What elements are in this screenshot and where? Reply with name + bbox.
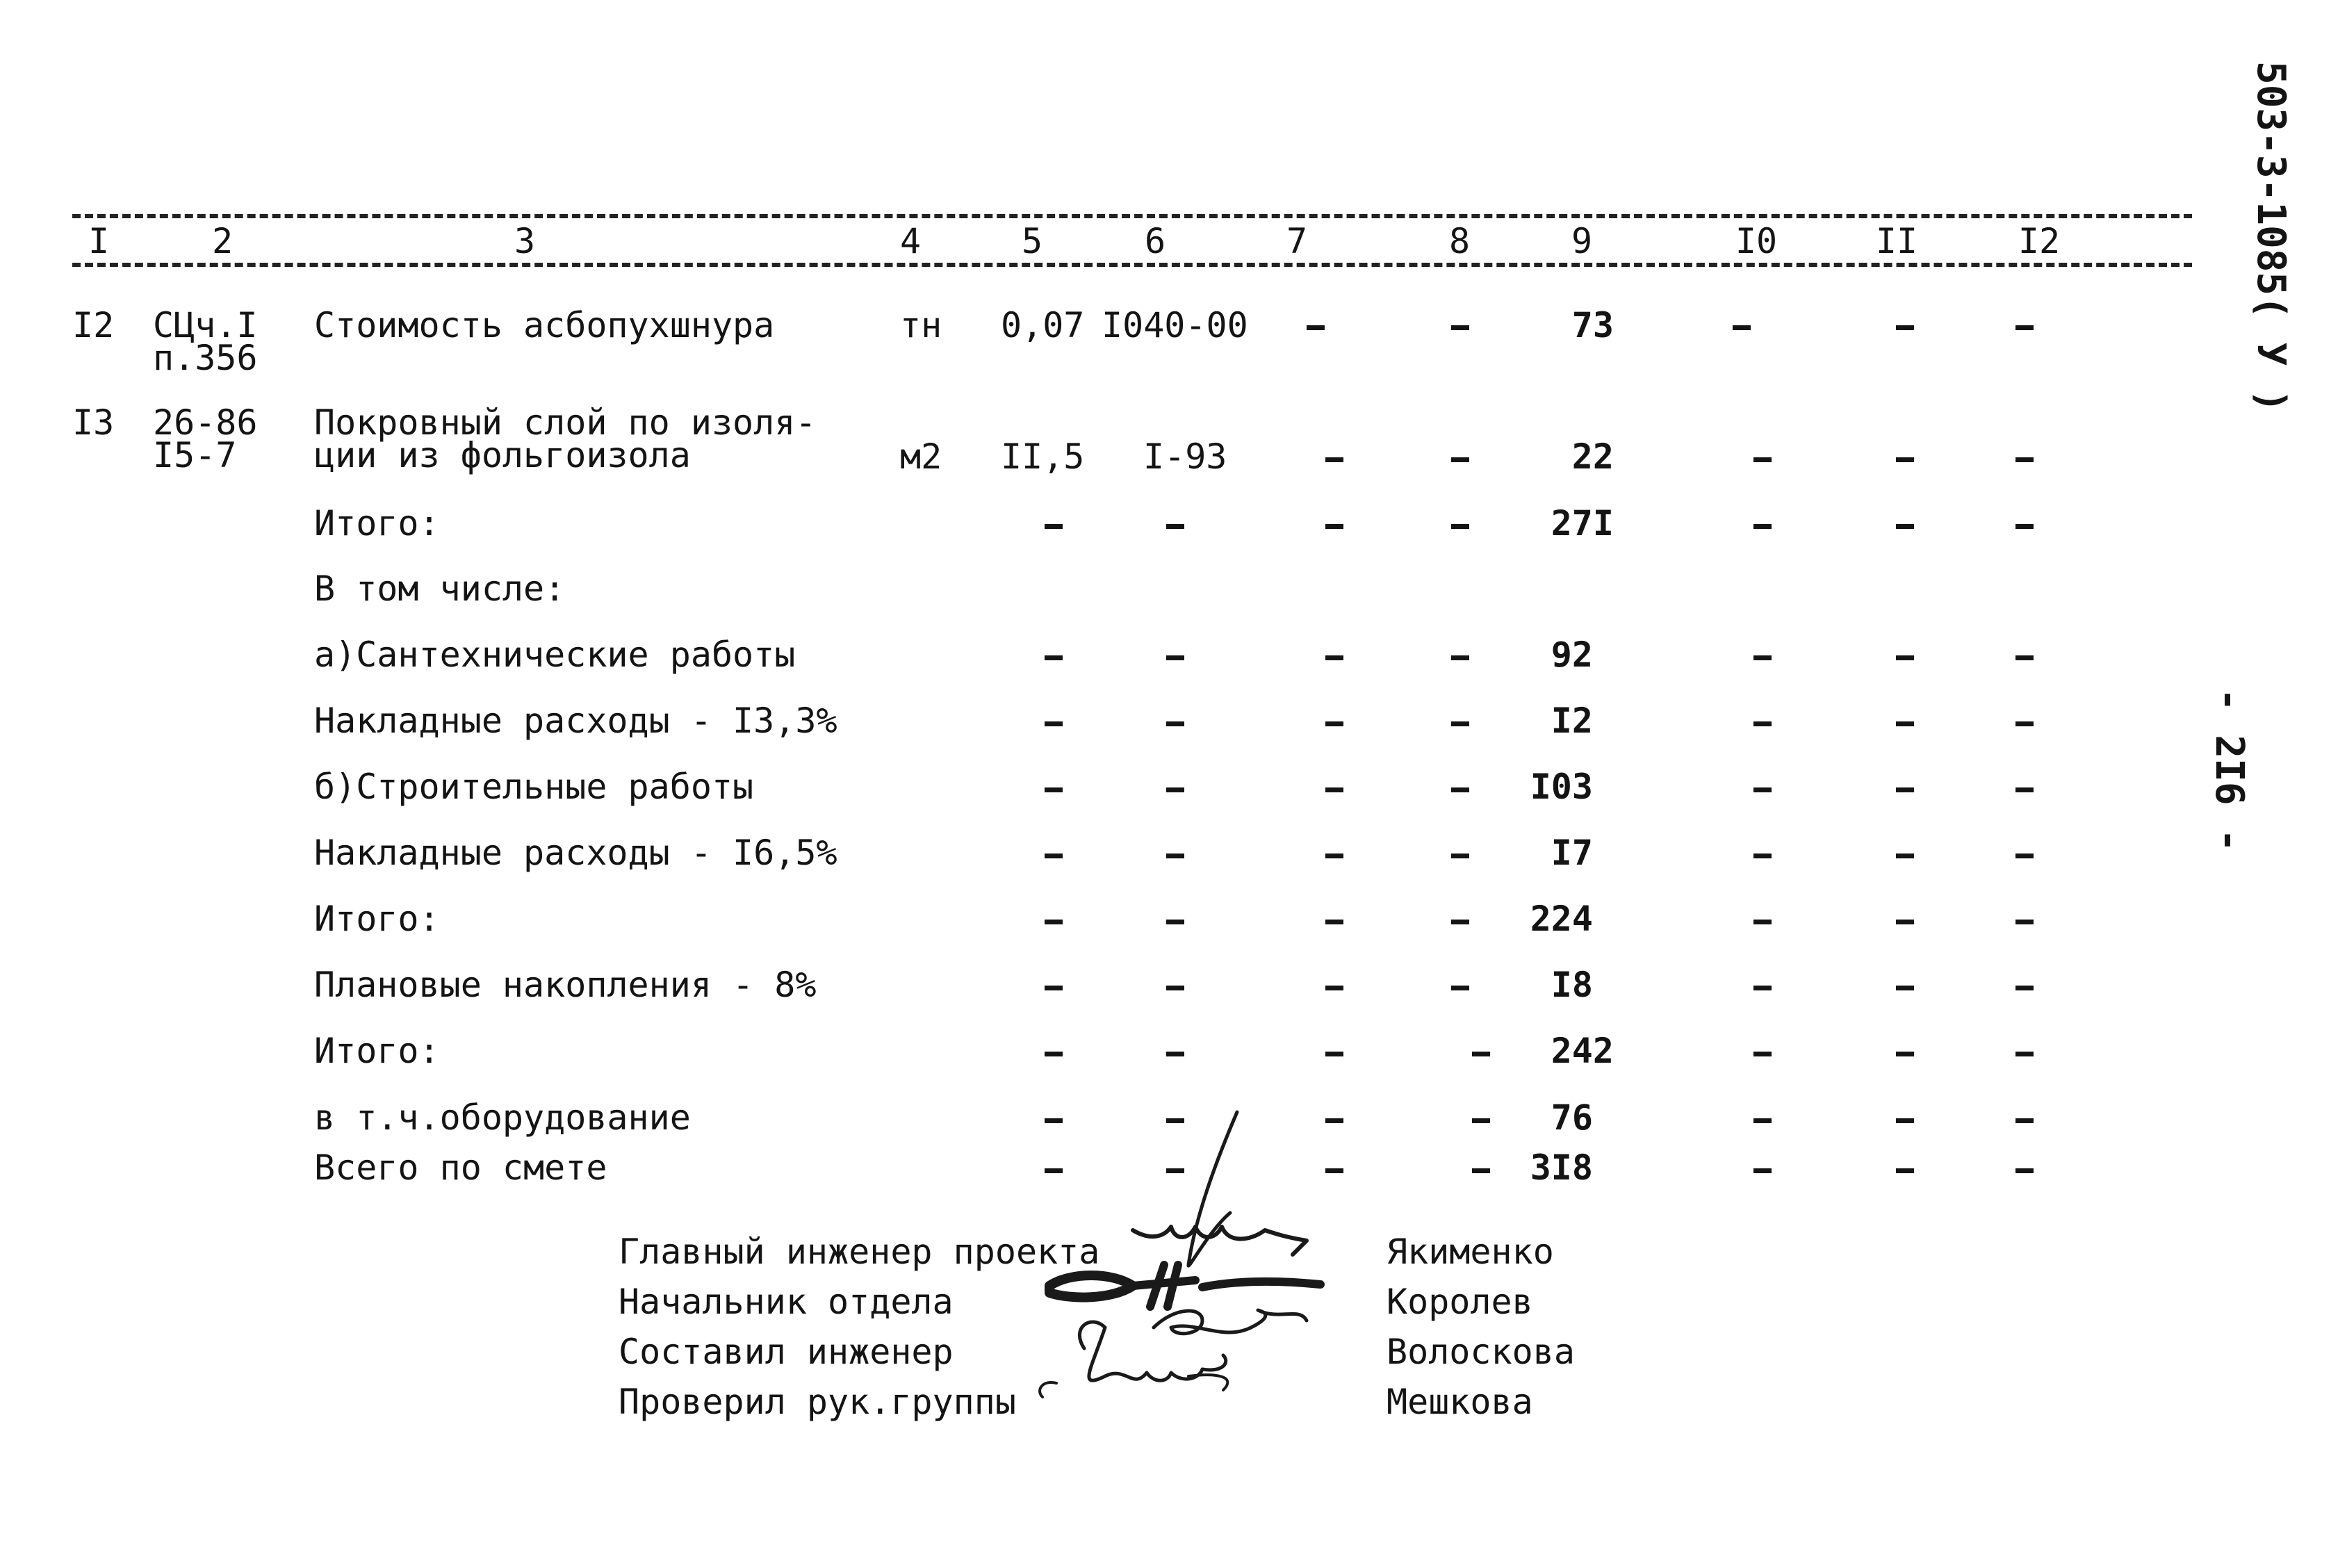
empty-cell-col-10 [1753,457,1772,462]
empty-cell-col-6 [1166,920,1184,924]
empty-cell-col-11 [1896,655,1914,660]
empty-cell-col-12 [2015,325,2034,330]
empty-cell-col-12 [2015,787,2034,792]
empty-cell-col-10 [1753,920,1772,924]
summary-label: б)Строительные работы [314,767,754,807]
empty-cell-col-10 [1753,1052,1772,1056]
column-header-11: II [1875,221,1918,261]
empty-cell-col-5 [1045,854,1063,858]
empty-cell-col-5 [1045,655,1063,660]
signature-role: Главный инженер проекта [619,1232,1100,1272]
summary-total: 3I8 [1530,1148,1593,1188]
empty-cell-col-8 [1451,655,1469,660]
empty-cell-col-7 [1325,457,1343,462]
empty-cell-col-10 [1753,854,1772,858]
empty-cell-col-10 [1753,1118,1772,1123]
column-header-1: I [88,221,110,261]
signature-name: Мешкова [1387,1382,1533,1422]
empty-cell-col-8 [1451,787,1469,792]
empty-cell-col-10 [1753,1168,1772,1173]
empty-cell-col-10 [1753,524,1772,529]
empty-cell-col-12 [2015,721,2034,726]
empty-cell-col-5 [1045,787,1063,792]
summary-label: а)Сантехнические работы [314,635,796,675]
empty-cell-col-11 [1896,854,1914,858]
empty-cell-col-11 [1896,1052,1914,1056]
signature-role: Начальник отдела [619,1282,954,1322]
empty-cell-col-12 [2015,854,2034,858]
empty-cell-col-12 [2015,524,2034,529]
empty-cell-col-5 [1045,524,1063,529]
item-description-line-2: ции из фольгоизола [314,435,691,475]
summary-total: 27I [1551,503,1614,544]
empty-cell-col-8 [1451,524,1469,529]
empty-cell-col-12 [2015,655,2034,660]
empty-cell-col-12 [2015,986,2034,990]
empty-cell-col-7 [1307,325,1325,330]
empty-cell-col-8 [1451,721,1469,726]
column-header-2: 2 [211,221,234,261]
empty-cell-col-11 [1896,1168,1914,1173]
summary-total: I7 [1551,833,1593,873]
summary-total: 76 [1551,1097,1593,1138]
unit: тн [900,305,942,345]
empty-cell-col-11 [1896,524,1914,529]
summary-label: Плановые накопления - 8% [314,965,817,1005]
total-cost: 22 [1571,436,1614,477]
empty-cell-col-7 [1325,524,1343,529]
empty-cell-col-7 [1325,986,1343,990]
empty-cell-col-11 [1896,787,1914,792]
summary-label: Итого: [314,899,440,939]
column-header-8: 8 [1448,221,1471,261]
empty-cell-col-8 [1451,457,1469,462]
summary-total: 242 [1551,1031,1614,1071]
summary-label: Итого: [314,503,440,544]
empty-cell-col-6 [1166,524,1184,529]
side-document-code: 503-3-1085( У ) [2248,61,2293,413]
quantity: 0,07 [1001,305,1085,345]
column-header-10: I0 [1735,221,1778,261]
summary-total: 224 [1530,899,1593,939]
norm-code-line-2: п.356 [153,338,258,378]
summary-label: Накладные расходы - I6,5% [314,833,837,873]
handwritten-signatures [1029,1098,1390,1460]
signature-name: Королев [1387,1282,1533,1322]
empty-cell-col-8 [1472,1052,1490,1056]
column-header-4: 4 [899,221,922,261]
column-header-5: 5 [1021,221,1043,261]
norm-code: СЦч.I [153,305,258,345]
summary-label: Накладные расходы - I3,3% [314,701,837,741]
empty-cell-col-6 [1166,787,1184,792]
summary-total: I2 [1551,701,1593,741]
signature-role: Составил инженер [619,1332,954,1372]
norm-code: 26-86 [153,402,258,443]
row-number: I3 [72,402,115,443]
empty-cell-col-12 [2015,920,2034,924]
summary-label: Всего по смете [314,1148,607,1188]
empty-cell-col-6 [1166,655,1184,660]
unit-price: I040-00 [1102,305,1248,345]
empty-cell-col-11 [1896,457,1914,462]
empty-cell-col-7 [1325,655,1343,660]
empty-cell-col-10 [1733,325,1751,330]
empty-cell-col-12 [2015,457,2034,462]
column-header-12: I2 [2018,221,2061,261]
item-description: Стоимость асбопухшнура [314,305,775,345]
empty-cell-col-7 [1325,854,1343,858]
header-rule-top [72,214,2192,218]
signature-name: Якименко [1387,1232,1554,1272]
empty-cell-col-8 [1451,920,1469,924]
empty-cell-col-7 [1325,787,1343,792]
norm-code-line-2: I5-7 [153,435,237,475]
summary-label: Итого: [314,1031,440,1071]
empty-cell-col-10 [1753,655,1772,660]
empty-cell-col-11 [1896,721,1914,726]
signature-role: Проверил рук.группы [619,1382,1016,1422]
empty-cell-col-7 [1325,920,1343,924]
column-header-3: 3 [514,221,536,261]
empty-cell-col-12 [2015,1118,2034,1123]
summary-total: I03 [1530,767,1593,807]
empty-cell-col-8 [1472,1168,1490,1173]
empty-cell-col-10 [1753,787,1772,792]
summary-total: I8 [1551,965,1593,1005]
empty-cell-col-11 [1896,920,1914,924]
empty-cell-col-11 [1896,1118,1914,1123]
empty-cell-col-8 [1451,854,1469,858]
empty-cell-col-7 [1325,1052,1343,1056]
signature-name: Волоскова [1387,1332,1575,1372]
unit: м2 [900,436,942,477]
header-rule-bottom [72,263,2192,267]
empty-cell-col-10 [1753,986,1772,990]
empty-cell-col-11 [1896,325,1914,330]
empty-cell-col-5 [1045,986,1063,990]
empty-cell-col-11 [1896,986,1914,990]
empty-cell-col-10 [1753,721,1772,726]
empty-cell-col-6 [1166,986,1184,990]
empty-cell-col-5 [1045,920,1063,924]
empty-cell-col-8 [1451,325,1469,330]
quantity: II,5 [1001,436,1085,477]
empty-cell-col-12 [2015,1168,2034,1173]
row-number: I2 [72,305,115,345]
empty-cell-col-8 [1472,1118,1490,1123]
empty-cell-col-8 [1451,986,1469,990]
summary-label: в т.ч.оборудование [314,1097,691,1138]
empty-cell-col-7 [1325,721,1343,726]
empty-cell-col-6 [1166,854,1184,858]
empty-cell-col-12 [2015,1052,2034,1056]
empty-cell-col-5 [1045,721,1063,726]
empty-cell-col-6 [1166,721,1184,726]
page-number: - 2I6 - [2207,688,2252,853]
item-description: Покровный слой по изоля- [314,402,817,443]
empty-cell-col-6 [1166,1052,1184,1056]
unit-price: I-93 [1143,436,1227,477]
summary-label: В том числе: [314,569,566,609]
total-cost: 73 [1571,305,1614,345]
summary-total: 92 [1551,635,1593,675]
column-header-6: 6 [1144,221,1166,261]
column-header-9: 9 [1571,221,1593,261]
empty-cell-col-5 [1045,1052,1063,1056]
column-header-7: 7 [1286,221,1308,261]
